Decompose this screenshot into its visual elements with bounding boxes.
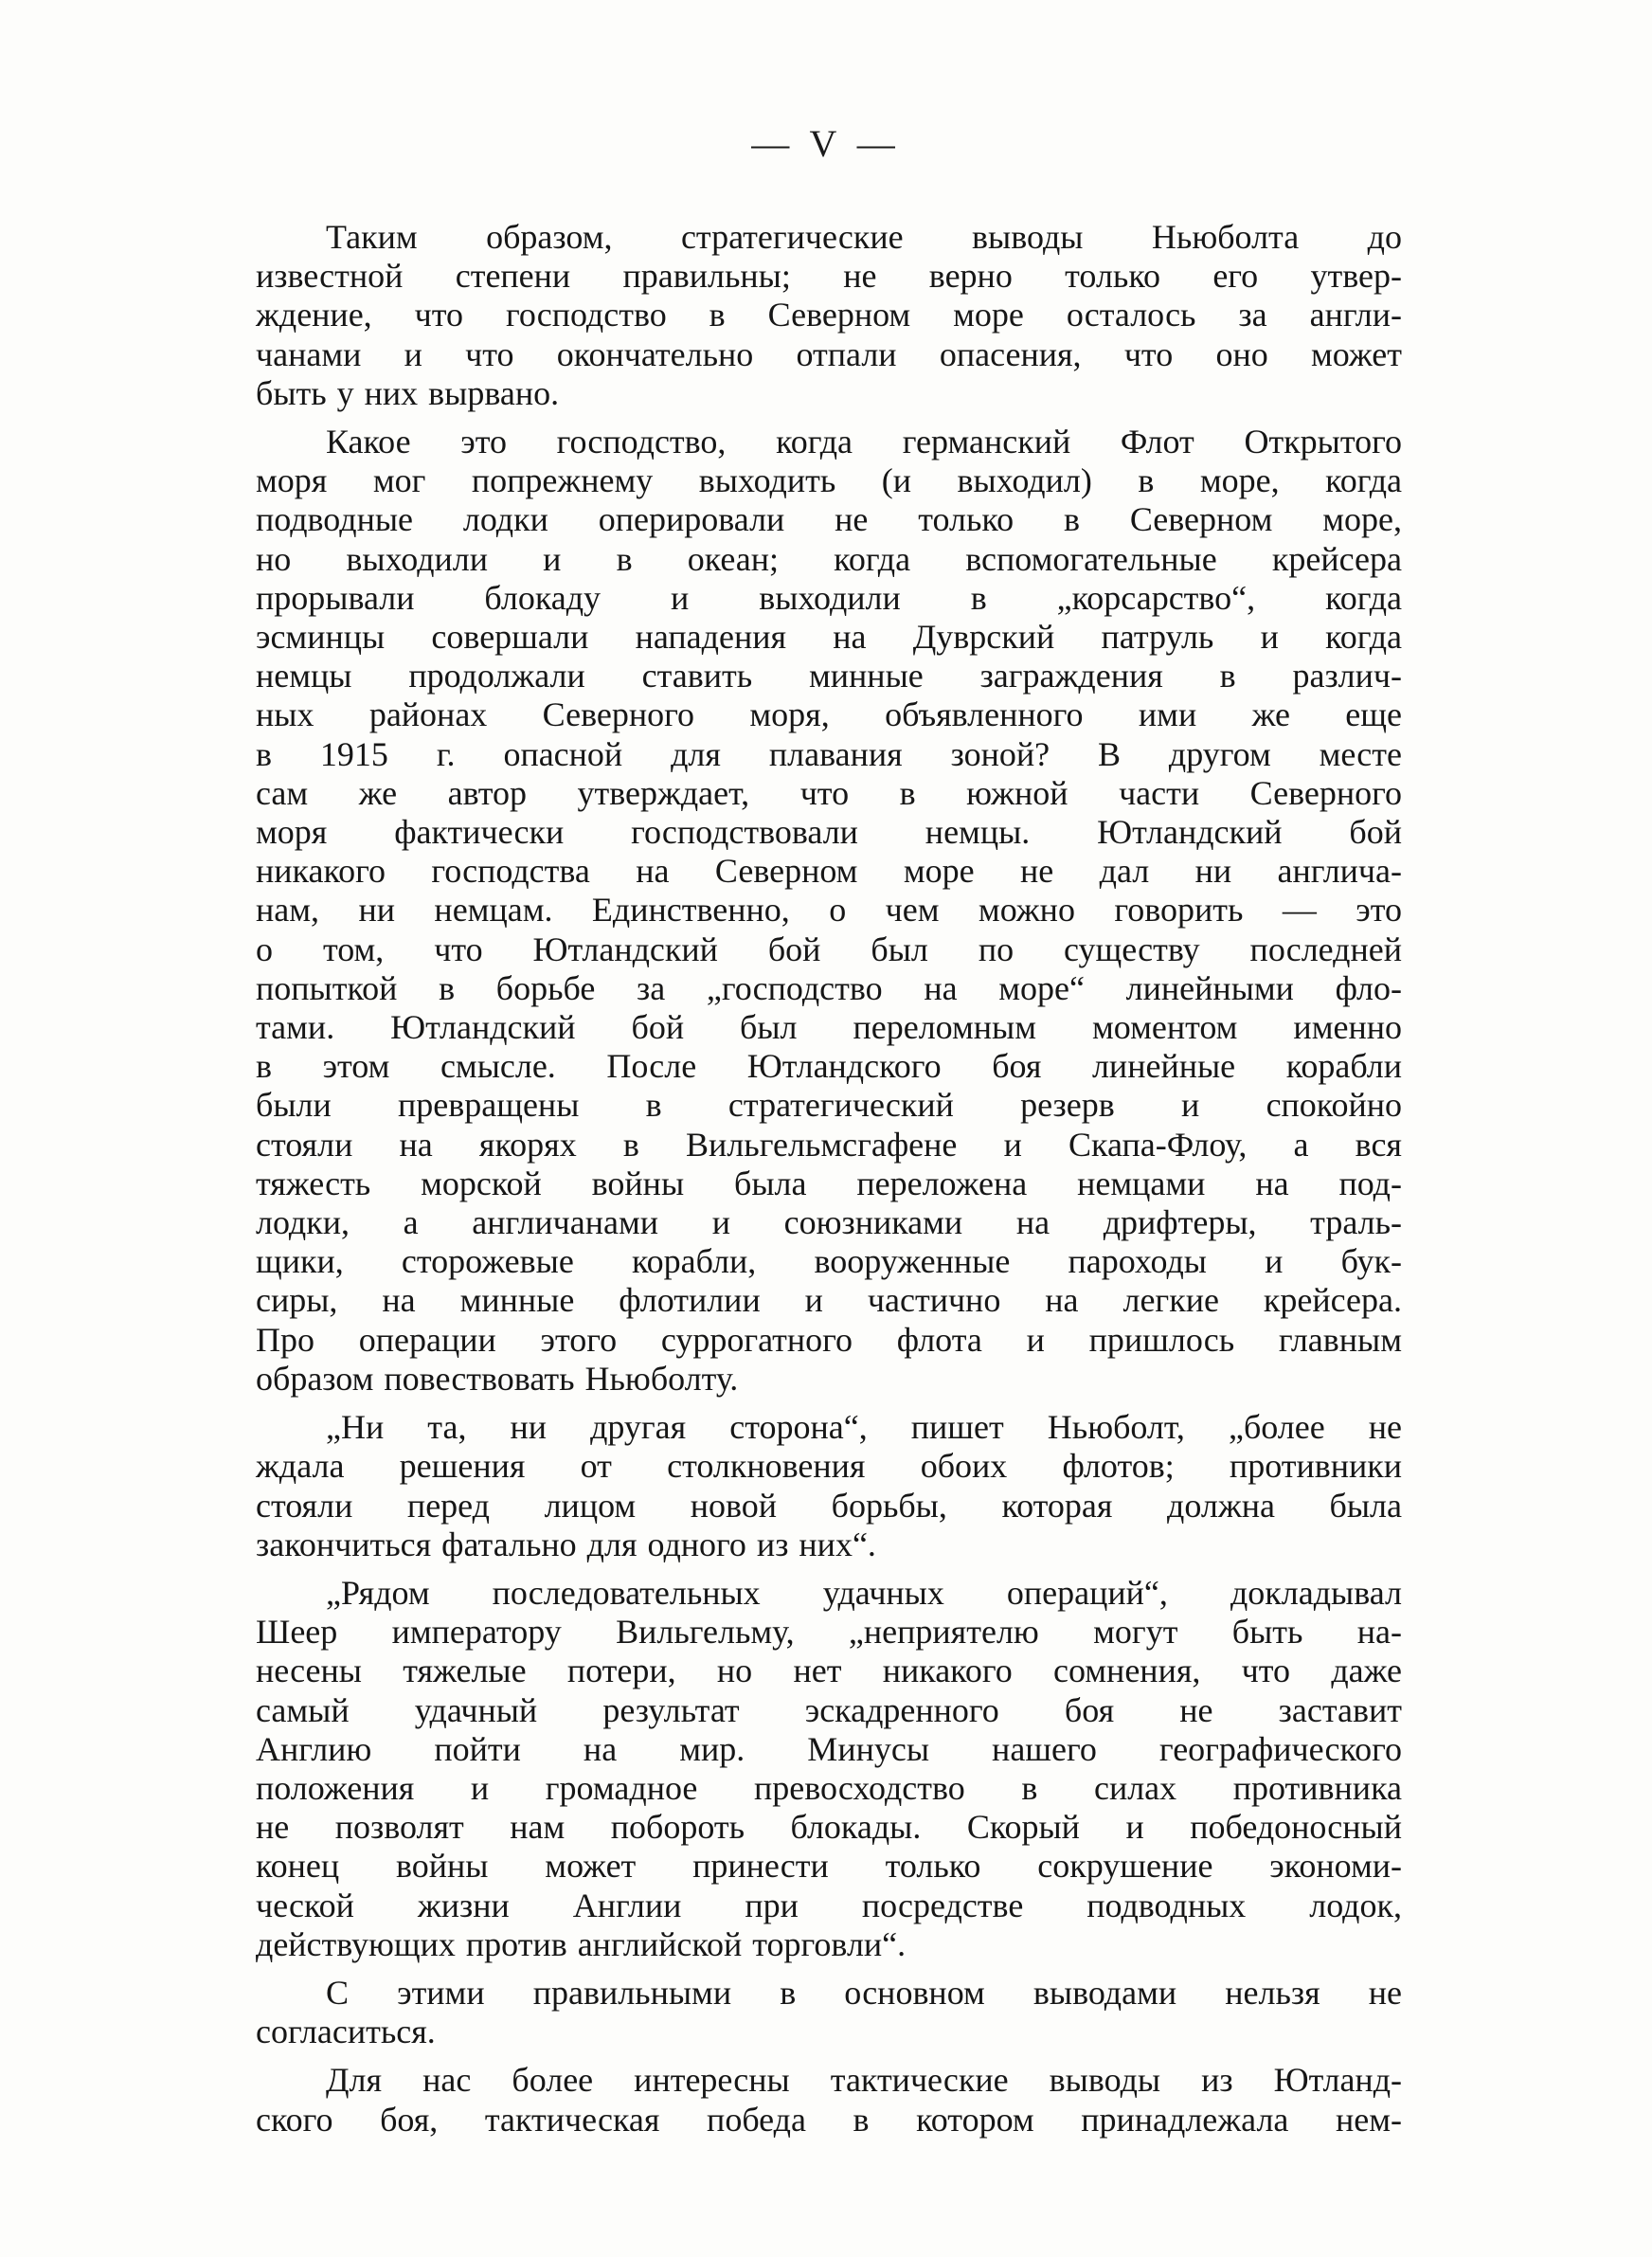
text-line: Таким образом, стратегические выводы Ньюболта до xyxy=(326,218,1402,256)
text-line: несены тяжелые потери, но нет никакого сомнения, что даже xyxy=(256,1652,1402,1690)
text-line: моря мог попрежнему выходить (и выходил) в море, когда xyxy=(256,461,1402,500)
text-line: подводные лодки оперировали не только в Северном море, xyxy=(256,500,1402,539)
text-line: „Ни та, ни другая сторона“, пишет Ньюболт, „более не xyxy=(326,1408,1402,1447)
text-line: в этом смысле. После Ютландского боя линейные корабли xyxy=(256,1047,1402,1086)
text-line: самый удачный результат эскадренного боя не заставит xyxy=(256,1690,1402,1729)
text-line: Англию пойти на мир. Минусы нашего географического xyxy=(256,1729,1402,1768)
text-line: тами. Ютландский бой был переломным моментом именно xyxy=(256,1008,1402,1047)
text-line: ческой жизни Англии при посредстве подводных лодок, xyxy=(256,1886,1402,1924)
text-line: попыткой в борьбе за „господство на море“ линейными фло- xyxy=(256,968,1402,1007)
text-line: щики, сторожевые корабли, вооруженные пароходы и бук- xyxy=(256,1242,1402,1281)
text-line: согласиться. xyxy=(256,2013,436,2051)
text-line: С этими правильными в основном выводами нельзя не xyxy=(326,1973,1402,2012)
text-line: ждение, что господство в Северном море осталось за англи- xyxy=(256,296,1402,334)
text-line: эсминцы совершали нападения на Дуврский патруль и когда xyxy=(256,618,1402,657)
body-text xyxy=(256,218,1402,2149)
text-line: сам же автор утверждает, что в южной части Северного xyxy=(256,773,1402,812)
text-line: Для нас более интересны тактические выводы из Ютланд- xyxy=(326,2061,1402,2100)
paragraph-6 xyxy=(256,2061,1402,2139)
paragraph-4 xyxy=(256,1574,1402,1964)
text-line: никакого господства на Северном море не дал ни англича- xyxy=(256,852,1402,891)
text-line: действующих против английской торговли“. xyxy=(256,1924,907,1963)
text-line: образом повествовать Ньюболту. xyxy=(256,1359,739,1398)
paragraph-5 xyxy=(256,1974,1402,2051)
text-line: ского боя, тактическая победа в котором принадлежала нем- xyxy=(256,2100,1402,2139)
text-line: нам, ни немцам. Единственно, о чем можно говорить — это xyxy=(256,891,1402,930)
text-line: известной степени правильны; не верно только его утвер- xyxy=(256,257,1402,296)
text-line: Про операции этого суррогатного флота и пришлось главным xyxy=(256,1320,1402,1359)
text-line: в 1915 г. опасной для плавания зоной? В другом месте xyxy=(256,734,1402,773)
text-line: немцы продолжали ставить минные заграждения в различ- xyxy=(256,657,1402,695)
text-line: закончиться фатально для одного из них“. xyxy=(256,1525,876,1563)
text-line: моря фактически господствовали немцы. Ютландский бой xyxy=(256,813,1402,852)
text-line: тяжесть морской войны была переложена немцами на под- xyxy=(256,1164,1402,1202)
text-line: не позволят нам побороть блокады. Скорый и победоносный xyxy=(256,1808,1402,1847)
text-line: о том, что Ютландский бой был по существу последней xyxy=(256,930,1402,968)
paragraph-2 xyxy=(256,423,1402,1399)
text-line: стояли на якорях в Вильгельмсгафене и Скапа-Флоу, а вся xyxy=(256,1125,1402,1164)
page-number: — V — xyxy=(751,122,901,165)
paragraph-3 xyxy=(256,1408,1402,1564)
text-line: но выходили и в океан; когда вспомогательные крейсера xyxy=(256,539,1402,578)
text-line: быть у них вырвано. xyxy=(256,373,560,412)
text-line: прорывали блокаду и выходили в „корсарство“, когда xyxy=(256,578,1402,617)
text-line: Какое это господство, когда германский Флот Открытого xyxy=(326,423,1402,461)
text-line: Шеер императору Вильгельму, „неприятелю могут быть на- xyxy=(256,1613,1402,1652)
text-line: положения и громадное превосходство в силах противника xyxy=(256,1768,1402,1807)
text-line: ждала решения от столкновения обоих флотов; противники xyxy=(256,1447,1402,1486)
paragraph-1 xyxy=(256,218,1402,413)
text-line: ных районах Северного моря, объявленного ими же еще xyxy=(256,695,1402,734)
text-line: чанами и что окончательно отпали опасения, что оно может xyxy=(256,334,1402,373)
text-line: стояли перед лицом новой борьбы, которая должна была xyxy=(256,1486,1402,1525)
text-line: были превращены в стратегический резерв и спокойно xyxy=(256,1086,1402,1125)
text-line: сиры, на минные флотилии и частично на легкие крейсера. xyxy=(256,1281,1402,1320)
text-line: лодки, а англичанами и союзниками на дрифтеры, траль- xyxy=(256,1203,1402,1242)
text-line: „Рядом последовательных удачных операций“, докладывал xyxy=(326,1573,1402,1612)
text-line: конец войны может принести только сокрушение экономи- xyxy=(256,1847,1402,1886)
